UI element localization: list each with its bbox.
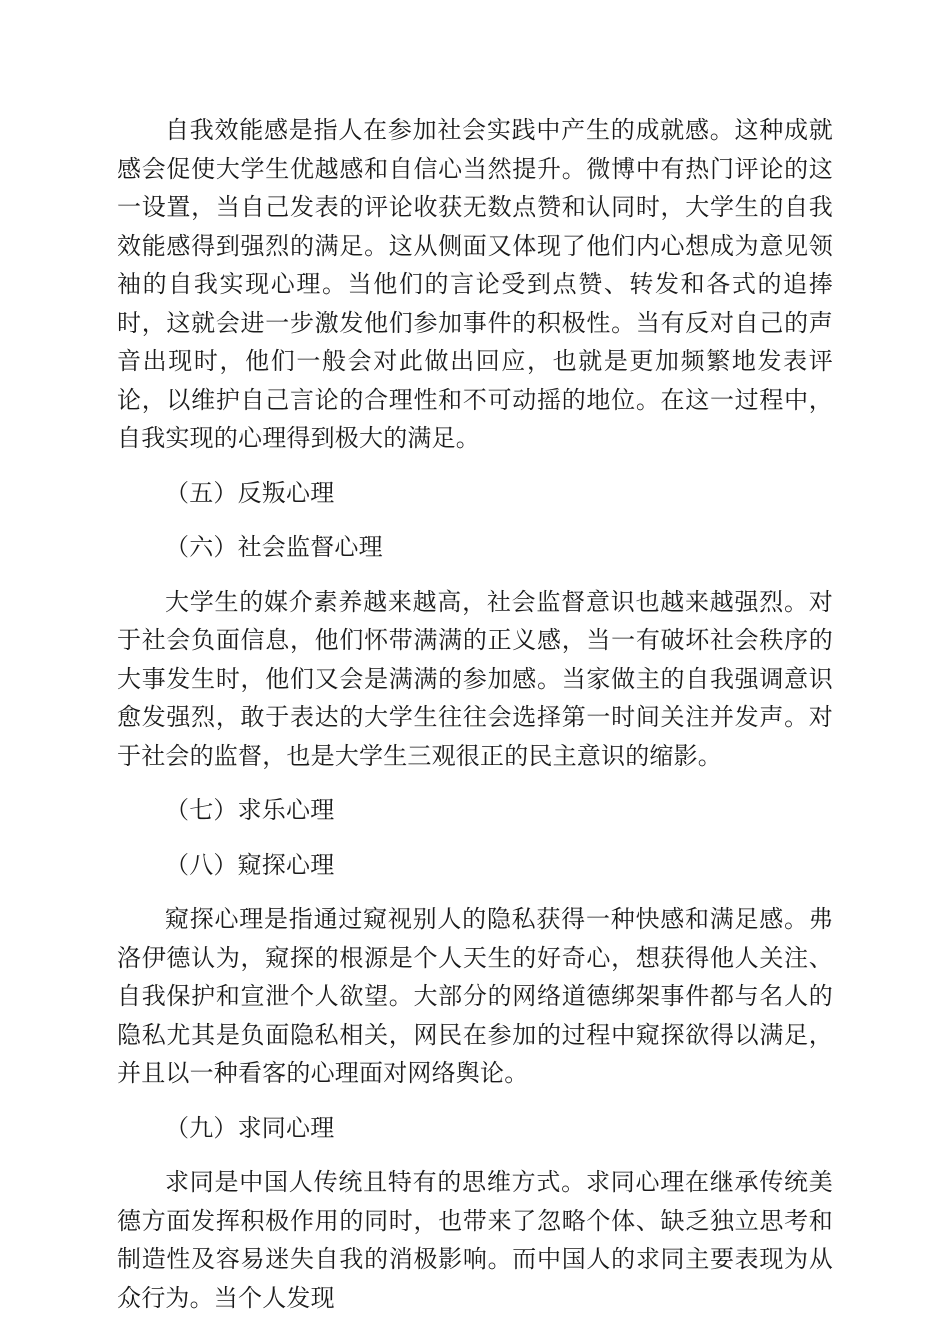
heading-rebellion-psychology: （五）反叛心理 <box>165 478 335 507</box>
paragraph-voyeurism: 窥探心理是指通过窥视别人的隐私获得一种快感和满足感。弗洛伊德认为，窥探的根源是个人天生的好奇心，想获得他人关注、自我保护和宣泄个人欲望。大部分的网络道德绑架事件都与名人的隐私尤其是负面隐私相关，网民在参加的过程中窥探欲得以满足，并且以一种看客的心理面对网络舆论。 <box>117 905 833 1087</box>
paragraph-conformity: 求同是中国人传统且特有的思维方式。求同心理在继承传统美德方面发挥积极作用的同时，也带来了忽略个体、缺乏独立思考和制造性及容易迷失自我的消极影响。而中国人的求同主要表现为从众行为。当个人发现 <box>117 1168 833 1312</box>
paragraph-gap <box>117 512 833 528</box>
paragraph-gap <box>117 1093 833 1109</box>
heading-social-supervision-psychology: （六）社会监督心理 <box>165 533 383 561</box>
paragraph-gap <box>117 884 833 900</box>
paragraph-self-efficacy: 自我效能感是指人在参加社会实践中产生的成就感。这种成就感会促使大学生优越感和自信心当然提升。微博中有热门评论的这一设置，当自己发表的评论收获无数点赞和认同时，大学生的自我效能感得到强烈的满足。这从侧面又体现了他们内心想成为意见领袖的自我实现心理。当他们的言论受到点赞、转发和各式的追捧时，这就会进一步激发他们参加事件的积极性。当有反对自己的声音出现时，他们一般会对此做出回应，也就是更加频繁地发表评论，以维护自己言论的合理性和不可动摇的地位。在这一过程中，自我实现的心理得到极大的满足。 <box>117 116 833 452</box>
document-body <box>117 111 833 1317</box>
paragraph-gap <box>117 567 833 583</box>
heading-pleasure-seeking-psychology: （七）求乐心理 <box>165 796 335 824</box>
paragraph-gap <box>117 1147 833 1163</box>
paragraph-media-literacy: 大学生的媒介素养越来越高，社会监督意识也越来越强烈。对于社会负面信息，他们怀带满满的正义感，当一有破坏社会秩序的大事发生时，他们又会是满满的参加感。当家做主的自我强调意识愈发强烈，敢于表达的大学生往往会选择第一时间关注并发声。对于社会的监督，也是大学生三观很正的民主意识的缩影。 <box>117 587 833 770</box>
paragraph-gap <box>117 830 833 846</box>
paragraph-gap <box>117 775 833 791</box>
heading-voyeurism-psychology: （八）窥探心理 <box>165 850 335 879</box>
heading-conformity-psychology: （九）求同心理 <box>165 1113 335 1142</box>
paragraph-gap <box>117 458 833 474</box>
